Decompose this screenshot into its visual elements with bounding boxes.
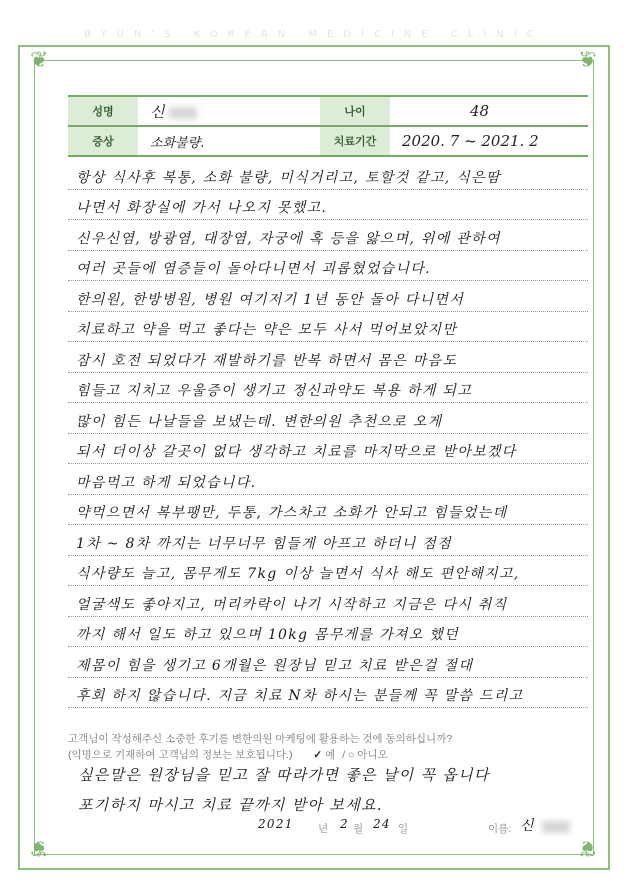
consent-no-label: 아니오 <box>357 749 388 761</box>
redacted-signature <box>542 821 570 833</box>
ruled-line <box>68 434 588 465</box>
review-line-8: 힘들고 지치고 우울증이 생기고 정신과약도 복용 하게 되고 <box>76 383 473 399</box>
consent-note: (익명으로 기재하여 고객님의 정보는 보호됩니다.) <box>68 749 293 761</box>
signature-name-label: 이름: <box>488 823 512 835</box>
year-label: 년 <box>318 823 329 835</box>
day-value: 24 <box>373 817 391 831</box>
period-value: 2020. 7 ~ 2021. 2 <box>390 126 588 156</box>
review-line-5: 한의원, 한방병원, 병원 여기저기 1년 동안 돌아 다니면서 <box>76 291 465 308</box>
ruled-line <box>68 312 588 343</box>
review-line-7: 잠시 호전 되었다가 재발하기를 반복 하면서 몸은 마음도 <box>76 352 458 369</box>
patient-info-table <box>68 95 588 157</box>
consent-block <box>68 731 588 763</box>
review-text-area <box>68 159 588 708</box>
symptom-label: 증상 <box>68 126 138 156</box>
age-label: 나이 <box>320 96 390 126</box>
ruled-line <box>68 464 588 495</box>
review-line-3: 신우신염, 방광염, 대장염, 자궁에 혹 등을 앓으며, 위에 관하여 <box>76 230 501 247</box>
corner-ornament-bottom-right-icon: ❦ <box>578 835 597 860</box>
clinic-name-watermark: BYUN'S KOREAN MEDICINE CLINIC <box>84 29 544 40</box>
review-line-17: 제몸이 힘을 생기고 6개월은 원장님 믿고 치료 받은걸 절대 <box>76 657 474 674</box>
closing-line-2: 포기하지 마시고 치료 끝까지 받아 보세요. <box>78 796 383 814</box>
ruled-line <box>68 617 588 648</box>
consent-yes-option[interactable] <box>313 749 338 761</box>
corner-ornament-bottom-left-icon: ❦ <box>30 835 49 860</box>
ruled-line <box>68 342 588 373</box>
review-line-1: 항상 식사후 복통, 소화 불량, 미식거리고, 토할것 같고, 식은땀 <box>76 169 501 186</box>
review-line-6: 치료하고 약을 먹고 좋다는 약은 모두 사서 먹어보았지만 <box>76 322 458 338</box>
corner-ornament-top-right-icon: ❦ <box>578 48 597 73</box>
review-line-2: 나면서 화장실에 가서 나오지 못했고. <box>76 200 328 216</box>
day-label: 일 <box>398 823 409 835</box>
ruled-line <box>68 495 588 526</box>
closing-line-1: 싶은말은 원장님을 믿고 잘 따라가면 좋은 날이 꼭 옵니다 <box>78 766 490 784</box>
ruled-line <box>68 525 588 556</box>
period-label: 치료기간 <box>320 126 390 156</box>
review-line-12: 약먹으면서 복부팽만, 두통, 가스차고 소화가 안되고 힘들었는데 <box>76 505 508 521</box>
review-line-14: 식사량도 늘고, 몸무게도 7kg 이상 늘면서 식사 해도 편안해지고, <box>76 566 520 582</box>
ruled-line <box>68 373 588 404</box>
redacted-name <box>169 107 197 119</box>
ruled-line <box>68 220 588 251</box>
consent-note-row <box>68 747 588 763</box>
radio-circle-icon: ○ <box>348 749 355 761</box>
ruled-line <box>68 556 588 587</box>
consent-yes-label: 예 <box>325 749 336 761</box>
ruled-line <box>68 281 588 312</box>
ruled-line <box>68 159 588 190</box>
review-line-15: 얼굴색도 좋아지고, 머리카락이 나기 시작하고 지금은 다시 취직 <box>76 596 508 613</box>
review-line-4: 여러 곳들에 염증들이 돌아다니면서 괴롭혔었습니다. <box>76 261 431 277</box>
ruled-line <box>68 586 588 617</box>
review-line-9: 많이 힘든 나날들을 보냈는데. 변한의원 추천으로 오게 <box>76 413 443 430</box>
checkmark-icon: ✓ <box>313 749 323 761</box>
ruled-line <box>68 190 588 221</box>
signature-name-value: 신 <box>520 818 535 834</box>
signature-row <box>68 819 588 839</box>
info-row <box>68 126 588 156</box>
symptom-value: 소화불량. <box>138 126 320 156</box>
name-label: 성명 <box>68 96 138 126</box>
review-line-16: 까지 해서 일도 하고 있으며 10kg 몸무게를 가져오 했던 <box>76 627 459 643</box>
month-value: 2 <box>340 817 349 831</box>
year-value: 2021 <box>258 817 294 831</box>
ruled-line <box>68 403 588 434</box>
review-line-11: 마음먹고 하게 되었습니다. <box>76 474 257 491</box>
ruled-line <box>68 251 588 282</box>
consent-question: 고객님이 작성해주신 소중한 후기를 변한의원 마케팅에 활용하는 것에 동의하십니까? <box>68 733 453 745</box>
corner-ornament-top-left-icon: ❦ <box>30 48 49 73</box>
review-line-13: 1차 ~ 8차 까지는 너무너무 힘들게 아프고 하더니 점점 <box>76 535 452 552</box>
ruled-line <box>68 678 588 709</box>
info-row <box>68 96 588 126</box>
name-value-cell <box>138 96 320 126</box>
ruled-line <box>68 647 588 678</box>
consent-no-option[interactable]: / ○ 아니오 <box>342 749 388 761</box>
review-line-18: 후회 하지 않습니다. 지금 치료 N차 하시는 분들께 꼭 말씀 드리고 <box>76 688 524 704</box>
name-value: 신 <box>150 102 165 121</box>
age-value: 48 <box>390 96 588 126</box>
month-label: 월 <box>353 823 364 835</box>
review-line-10: 되서 더이상 갈곳이 없다 생각하고 치료를 마지막으로 받아보겠다 <box>76 444 517 460</box>
